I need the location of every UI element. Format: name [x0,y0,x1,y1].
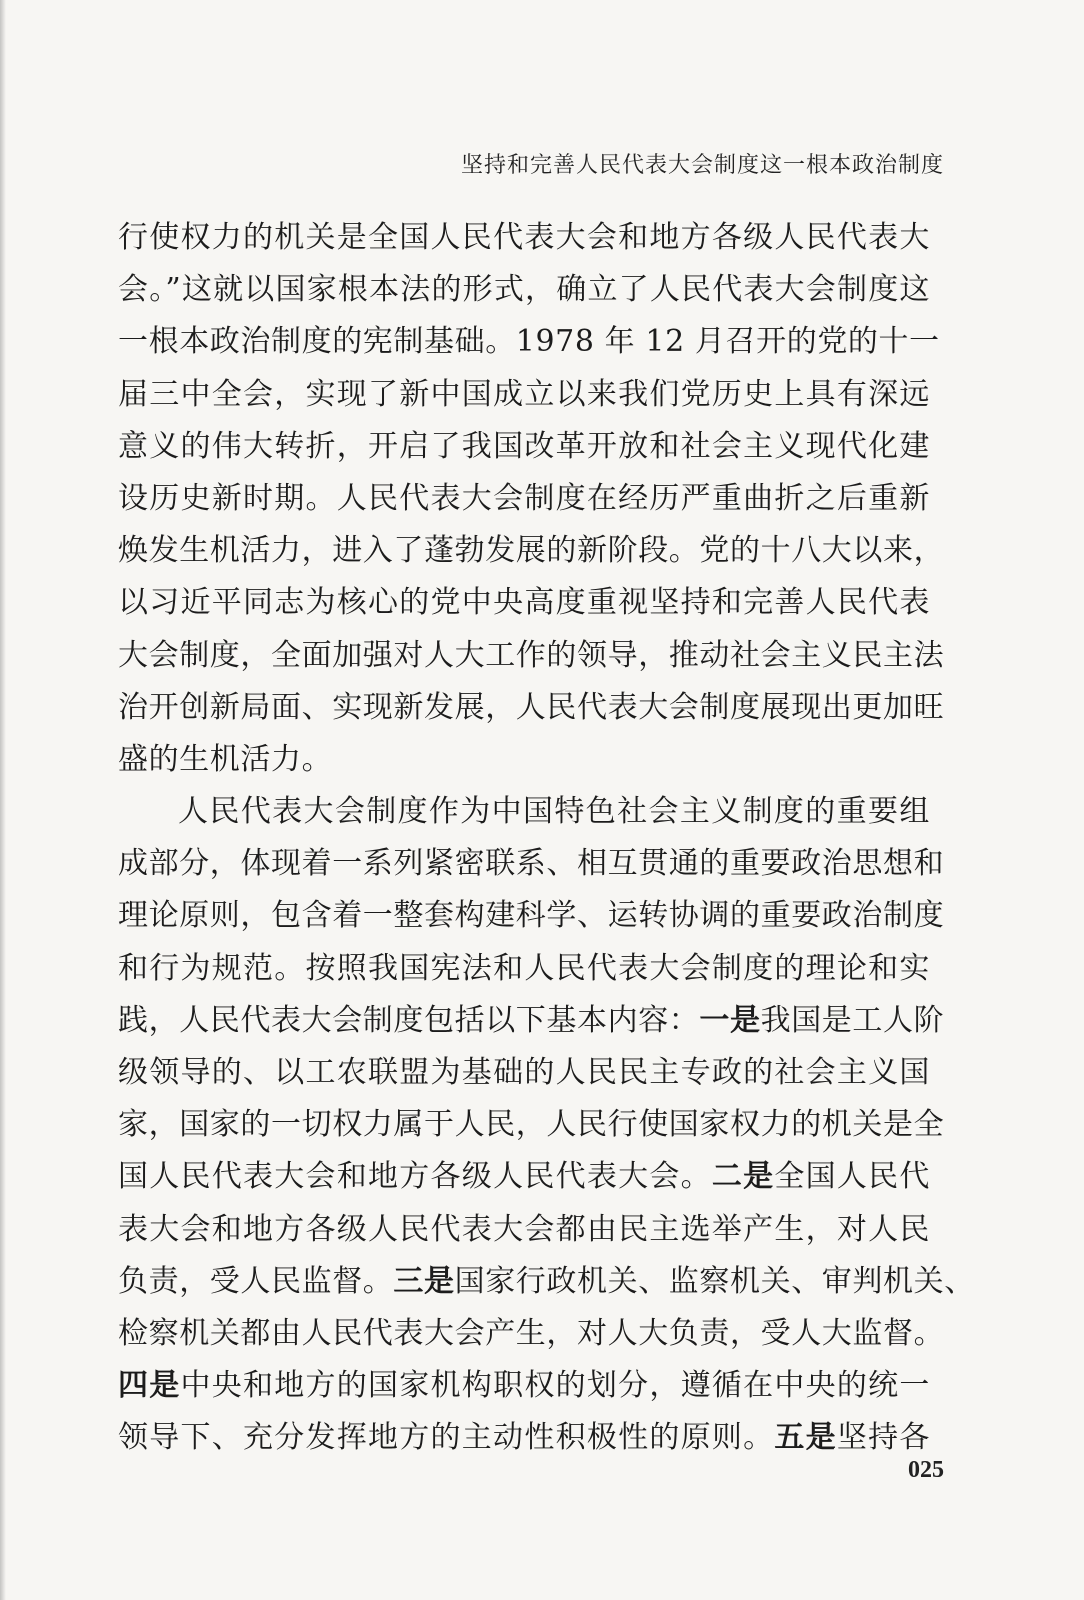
text-line: 表大会和地方各级人民代表大会都由民主选举产生，对人民 [118,1211,930,1247]
text-line: 意义的伟大转折，开启了我国改革开放和社会主义现代化建 [118,428,930,464]
text-run: 我国是工人阶 [760,1002,945,1038]
body-text [118,212,975,1465]
text-line: 届三中全会，实现了新中国成立以来我们党历史上具有深远 [118,376,930,412]
text-run: 践，人民代表大会制度包括以下基本内容： [118,1002,700,1038]
text-run: 领导下、充分发挥地方的主动性积极性的原则。 [118,1420,775,1456]
text-line: 检察机关都由人民代表大会产生，对人大负责，受人大监督。 [118,1315,945,1351]
text-line: 人民代表大会制度作为中国特色社会主义制度的重要组 [178,794,930,830]
emphasis-marker: 二是 [711,1159,775,1195]
text-run: 中央和地方的国家机构职权的划分，遵循在中央的统一 [180,1368,930,1404]
paragraph-2 [118,786,975,1464]
text-run: 坚持各 [836,1420,930,1456]
text-line [118,1256,975,1308]
emphasis-marker: 五是 [774,1420,837,1456]
text-run: 负责，受人民监督。 [118,1263,394,1299]
text-line: 级领导的、以工农联盟为基础的人民民主专政的社会主义国 [118,1055,930,1090]
emphasis-marker: 三是 [393,1263,455,1299]
text-line: 大会制度，全面加强对人大工作的领导，推动社会主义民主法 [118,637,945,673]
text-line: 以习近平同志为核心的党中央高度重视坚持和完善人民代表 [118,585,930,621]
text-line [118,1360,930,1412]
text-line: 行使权力的机关是全国人民代表大会和地方各级人民代表大 [118,220,930,255]
text-line: 成部分，体现着一系列紧密联系、相互贯通的重要政治思想和 [118,846,945,882]
paragraph-1 [118,212,945,786]
running-header-title: 坚持和完善人民代表大会制度这一根本政治制度 [460,153,944,178]
text-line: 治开创新局面、实现新发展，人民代表大会制度展现出更加旺 [118,689,945,725]
text-run: 国家行政机关、监察机关、审判机关、 [454,1263,975,1299]
text-line [118,995,945,1047]
text-line: 一根本政治制度的宪制基础。1978 年 12 月召开的党的十一 [118,324,940,360]
text-line: 设历史新时期。人民代表大会制度在经历严重曲折之后重新 [118,480,930,516]
text-run: 国人民代表大会和地方各级人民代表大会。 [118,1159,712,1195]
text-line: 焕发生机活力，进入了蓬勃发展的新阶段。党的十八大以来， [118,533,945,569]
text-line: 理论原则，包含着一整套构建科学、运转协调的重要政治制度 [118,898,945,934]
text-line: 盛的生机活力。 [118,741,333,777]
text-line: 和行为规范。按照我国宪法和人民代表大会制度的理论和实 [118,950,930,986]
text-line [118,1412,930,1464]
text-line: 会。”这就以国家根本法的形式，确立了人民代表大会制度这 [118,272,930,308]
text-line [118,1151,930,1203]
scan-edge-shadow [0,0,6,1600]
emphasis-marker: 一是 [699,1002,761,1038]
text-run: 全国人民代 [774,1159,930,1195]
emphasis-marker: 四是 [118,1368,181,1404]
text-line: 家，国家的一切权力属于人民，人民行使国家权力的机关是全 [118,1107,945,1143]
page-number: 025 [908,1457,944,1483]
